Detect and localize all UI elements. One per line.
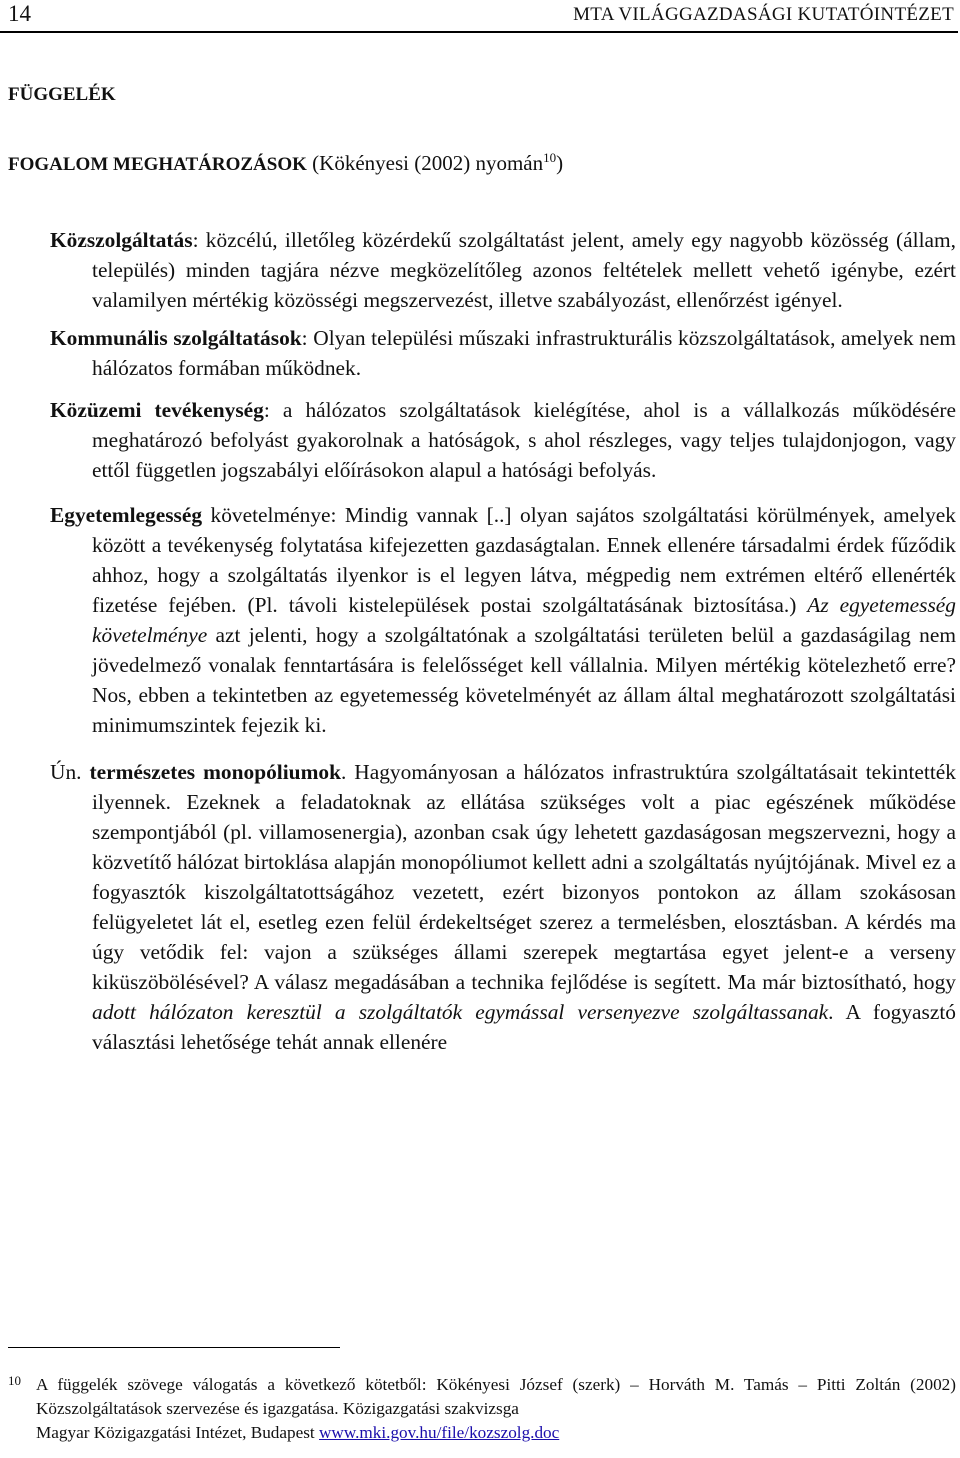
page-number: 14 — [8, 1, 31, 26]
entry-kommunalis — [50, 323, 956, 383]
entry-kozszolgaltatas — [50, 225, 956, 315]
term-kommunalis: Kommunális szolgáltatások — [50, 326, 302, 350]
term-monopoliumok: természetes monopóliumok — [89, 760, 341, 784]
definitions-heading-bold: FOGALOM MEGHATÁROZÁSOK — [8, 154, 307, 175]
def-kommunalis: : Olyan települési műszaki infrastrukturális közszolgáltatások, amelyek nem hálózatos formában működnek. — [92, 326, 956, 380]
footnote-publisher: Magyar Közigazgatási Intézet, Budapest — [36, 1423, 320, 1442]
definitions-heading-rest: (Kökényesi (2002) nyomán — [306, 151, 544, 175]
header-title: MTA VILÁGGAZDASÁGI KUTATÓINTÉZET — [573, 4, 954, 25]
appendix-title: FÜGGELÉK — [8, 84, 116, 105]
entry-monopoliumok — [50, 757, 956, 1057]
footnote — [8, 1373, 956, 1445]
definitions-heading-close: ) — [556, 151, 564, 175]
footnote-body: A függelék szövege válogatás a következő kötetből: Kökényesi József (szerk) – Horváth M. Tamás – Pitti Zoltán (2002) Közszolgáltatások szervezése és igazgatása. Közigazgatási szakvizsga — [36, 1375, 956, 1418]
def-monopoliumok-1: . Hagyományosan a hálózatos infrastruktúra szolgáltatásait tekintették ilyennek. Ezeknek a feladatoknak az ellátása szükséges volt a piac egészének működése szempontjából (pl. villamosenergia), azonban csak úgy lehetett gazdaságosan megszervezni, hogy a közvetítő hálózat birtoklása alapján monopóliumot kellett adni a szolgáltatás nyújtójának. Mivel ez a fogyasztók kiszolgáltatottságához vezetett, ezért bizonyos pontokon az állam szokásosan felügyeletet lát el, esetleg ezen felül érdekeltséget szerez a termelésben, elosztásban. A kérdés ma úgy vetődik fel: vajon a szükséges állami szerepek megtartása egyet jelent-e a verseny kiküszöbölésével? A válasz megadásában a technika fejlődése is segített. Ma már biztosítható, hogy — [92, 760, 956, 994]
def-kozszolgaltatas: : közcélú, illetőleg közérdekű szolgáltatást jelent, amely egy nagyobb közösség (állam, település) minden tagjára nézve megközelítőleg azonos feltételek mellett vehető igénybe, ezért valamilyen mértékig közösségi megszervezést, illetve szabályozást, ellenőrzést igényel. — [92, 228, 956, 312]
footnote-separator — [8, 1347, 340, 1348]
def-monopoliumok-italic: adott hálózaton keresztül a szolgáltatók egymással versenyezve szolgáltassanak — [92, 1000, 829, 1024]
footnote-link[interactable]: www.mki.gov.hu/file/kozszolg.doc — [319, 1423, 560, 1442]
term-kozszolgaltatas: Közszolgáltatás — [50, 228, 193, 252]
entry-egyetemlegesseg — [50, 500, 956, 740]
definitions-heading — [8, 150, 563, 176]
running-header — [0, 0, 958, 33]
definitions-body — [50, 225, 956, 1057]
term-egyetemlegesseg: Egyetemlegesség — [50, 503, 203, 527]
term-kozuzemi: Közüzemi tevékenység — [50, 398, 264, 422]
def-egyetemlegesseg-2: azt jelenti, hogy a szolgáltatónak a szolgáltatási területen belül a gazdaságilag nem jövedelmező vonalak fenntartására is felelősséget kell vállalnia. Milyen mértékig kötelezhető erre? Nos, ebben a tekintetben az egyetemesség követelményét az állam által meghatározott szolgáltatási minimumszintek fejezik ki. — [92, 623, 956, 737]
footnote-text — [8, 1373, 956, 1421]
def-kozuzemi: : a hálózatos szolgáltatások kielégítése, ahol is a vállalkozás működésére meghatározó befolyást gyakorolnak a hatóságok, s ahol részleges, vagy teljes tulajdonjogon, vagy ettől független jogszabályi előírásokon alapul a hatósági befolyás. — [92, 398, 956, 482]
def-monopoliumok-2: . A fogyasztó választási lehetősége tehát annak ellenére — [92, 1000, 956, 1054]
footnote-number: 10 — [8, 1373, 21, 1388]
footnote-line-last — [8, 1421, 956, 1445]
prefix-monopoliumok: Ún. — [50, 760, 90, 784]
def-egyetemlegesseg-1: követelménye: Mindig vannak [..] olyan sajátos szolgáltatási körülmények, amelyek között a tevékenység folytatása kifejezetten gazdaságtalan. Ennek ellenére társadalmi érdek fűződik ahhoz, hogy a szolgáltatás ilyenkor is el legyen látva, mégpedig nem extrémen eltérő ellenérték fizetése fejében. (Pl. távoli kistelepülések postai szolgáltatásának biztosítása.) — [92, 503, 956, 617]
entry-kozuzemi — [50, 395, 956, 485]
def-egyetemlegesseg-italic: Az egyetemesség követelménye — [92, 593, 956, 647]
footnote-ref[interactable]: 10 — [543, 150, 557, 165]
